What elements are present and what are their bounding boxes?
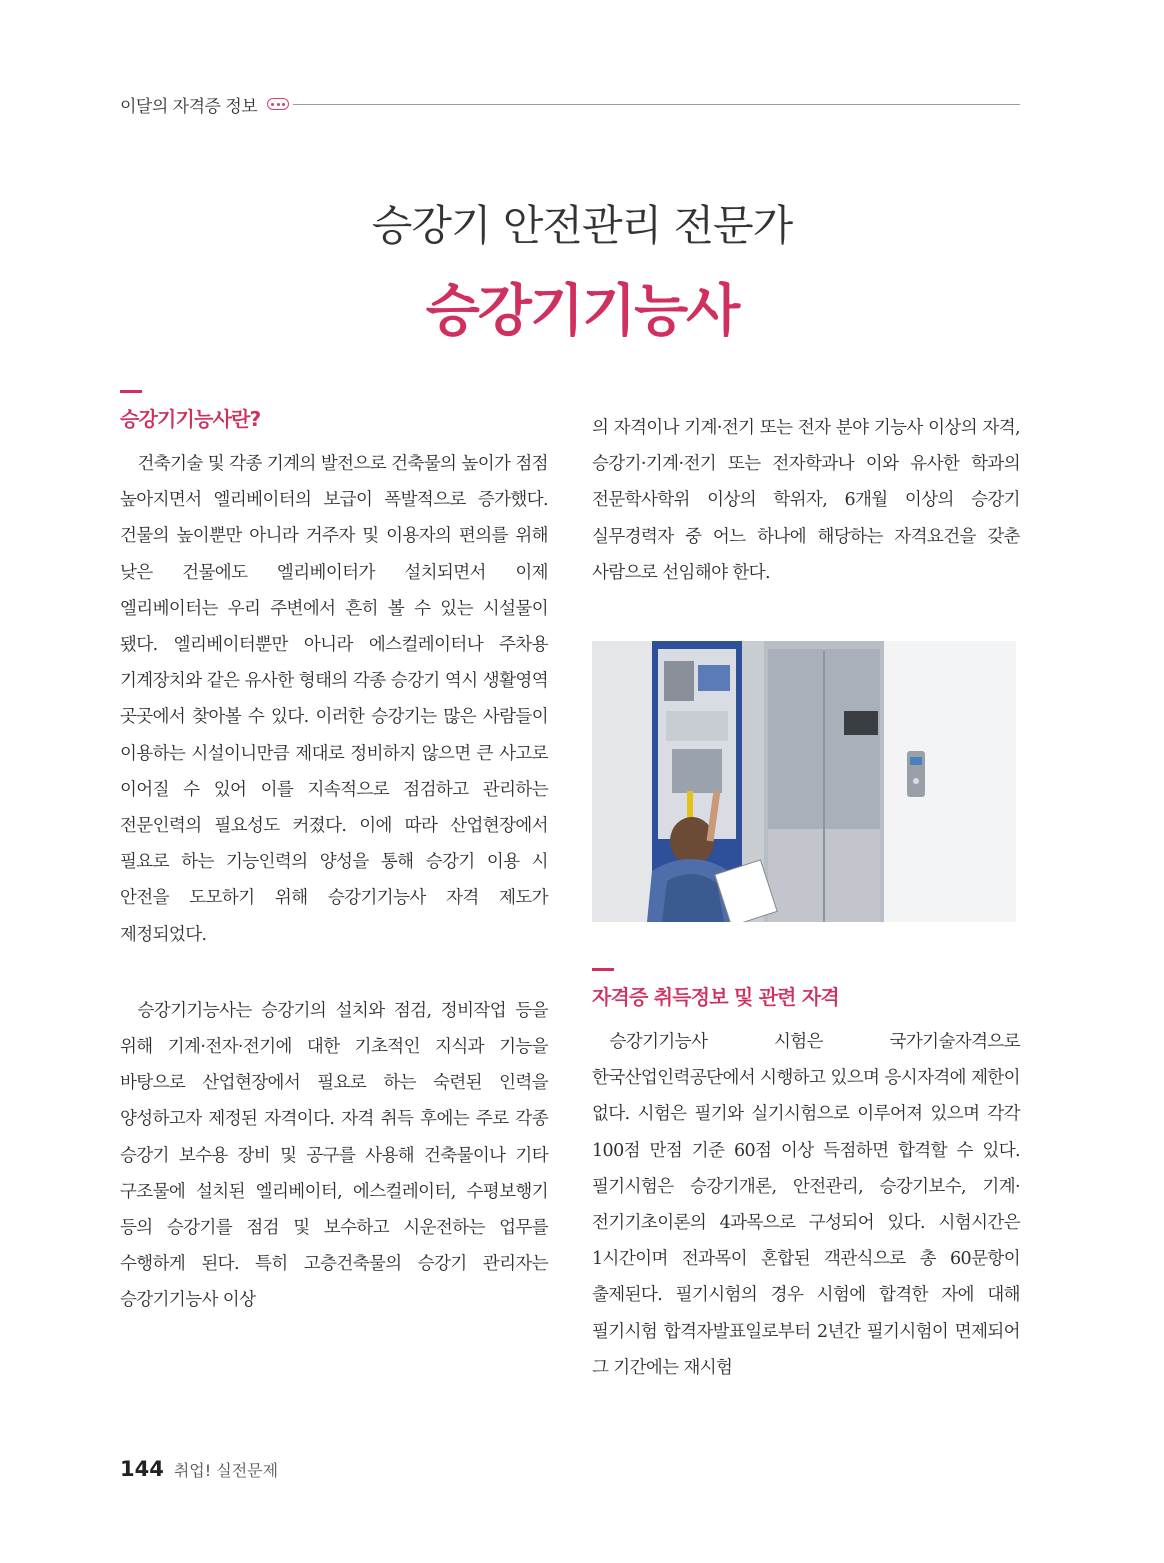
header-rule <box>293 104 1020 105</box>
section-heading-intro: 승강기기능사란? <box>120 407 261 431</box>
publication-name: 취업! 실전문제 <box>173 1461 279 1480</box>
body-paragraph: 건축기술 및 각종 기계의 발전으로 건축물의 높이가 점점 높아지면서 엘리베이터의 보급이 폭발적으로 증가했다. 건물의 높이뿐만 아니라 거주자 및 이용자의 편의를 위해 낮은 건물에도 엘리베이터가 설치되면서 이제 엘리베이터는 우리 주변에서 흔히 볼 수 있는 시설물이 됐다. 엘리베이터뿐만 아니라 에스컬레이터나 주차용 기계장치와 같은 유사한 형태의 각종 승강기 역시 생활영역 곳곳에서 찾아볼 수 있다. 이러한 승강기는 많은 사람들이 이용하는 시설이니만큼 제대로 정비하지 않으면 큰 사고로 이어질 수 있어 이를 지속적으로 점검하고 관리하는 전문인력의 필요성도 커졌다. 이에 따라 산업현장에서 필요로 하는 기능인력의 양성을 통해 승강기 이용 시 안전을 도모하기 위해 승강기기능사 자격 제도가 제정되었다. <box>120 454 548 945</box>
right-column <box>592 410 1020 1386</box>
section-heading-qualification: 자격증 취득정보 및 관련 자격 <box>592 985 839 1010</box>
section-marker <box>592 968 614 971</box>
section-qualification <box>592 968 1020 1386</box>
body-paragraph: 승강기기능사는 승강기의 설치와 점검, 정비작업 등을 위해 기계·전자·전기에 대한 기초적인 지식과 기능을 바탕으로 산업현장에서 필요로 하는 숙련된 인력을 양성하고자 제정된 자격이다. 자격 취득 후에는 주로 각종 승강기 보수용 장비 및 공구를 사용해 건축물이나 기타 구조물에 설치된 엘리베이터, 에스컬레이터, 수평보행기 등의 승강기를 점검 및 보수하고 시운전하는 업무를 수행하게 된다. 특히 고층건축물의 승강기 관리자는 승강기기능사 이상 <box>120 1000 548 1311</box>
elevator-technician-photo <box>592 641 1016 922</box>
page-footer <box>120 1457 278 1481</box>
article-title: 승강기기능사 <box>425 279 739 344</box>
body-paragraph-continued: 의 자격이나 기계·전기 또는 전자 분야 기능사 이상의 자격, 승강기·기계·전기 또는 전자학과나 이와 유사한 학과의 전문학사학위 이상의 학위자, 6개월 이상의 승강기 실무경력자 중 어느 하나에 해당하는 자격요건을 갖춘 사람으로 선임해야 한다. <box>592 418 1020 583</box>
article-subtitle: 승강기 안전관리 전문가 <box>371 201 793 250</box>
section-label: 이달의 자격증 정보 <box>120 96 258 117</box>
dots-ornament-icon <box>267 98 289 110</box>
running-header <box>120 92 1020 116</box>
left-column <box>120 390 548 1319</box>
section-marker <box>120 390 142 393</box>
body-paragraph: 승강기기능사 시험은 국가기술자격으로 한국산업인력공단에서 시행하고 있으며 응시자격에 제한이 없다. 시험은 필기와 실기시험으로 이루어져 있으며 각각 100점 만점 기준 60점 이상 득점하면 합격할 수 있다. 필기시험은 승강기개론, 안전관리, 승강기보수, 기계·전기기초이론의 4과목으로 구성되어 있다. 시험시간은 1시간이며 전과목이 혼합된 객관식으로 총 60문항이 출제된다. 필기시험의 경우 시험에 합격한 자에 대해 필기시험 합격자발표일로부터 2년간 필기시험이 면제되어 그 기간에는 재시험 <box>592 1032 1020 1378</box>
page-number: 144 <box>120 1457 164 1481</box>
